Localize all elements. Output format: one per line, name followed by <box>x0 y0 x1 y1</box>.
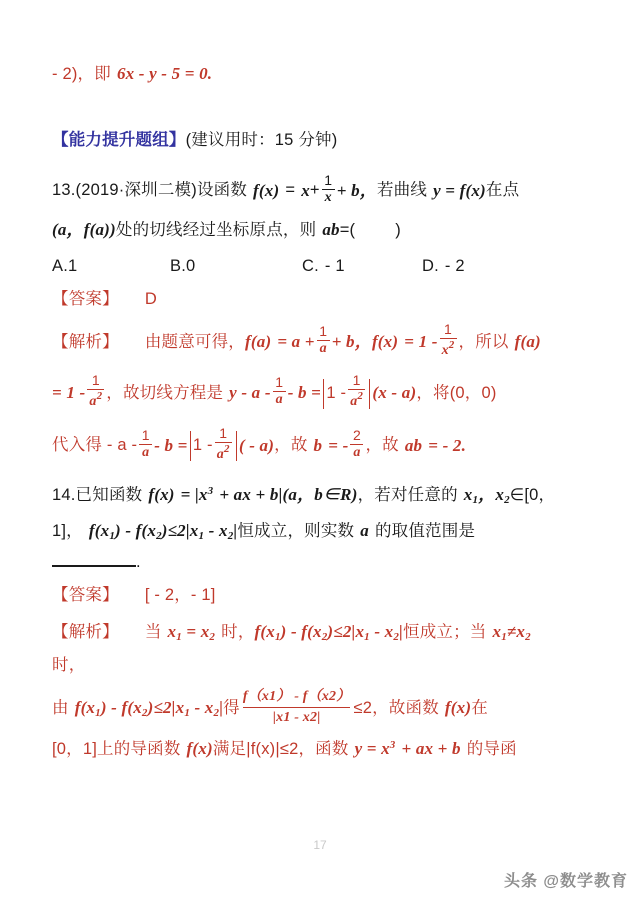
problem-14-stem-b: ，若对任意的 <box>357 485 458 504</box>
problem-14-vars: $x_1$，$x_2$ <box>463 484 510 506</box>
carryover-expression: 6x - y - 5 = 0. <box>116 64 213 83</box>
fraction-denominator: |x1 - x2| <box>272 709 321 725</box>
problem-13-number: 13. <box>52 181 76 200</box>
problem-13-answer <box>52 288 612 312</box>
problem-14-analysis-line-3 <box>52 690 612 727</box>
problem-14-stem-a: 已知函数 <box>75 485 143 504</box>
problem-13-stem-b: 若曲线 <box>376 181 428 200</box>
blank-suffix: . <box>136 552 141 571</box>
option-a-label: A. <box>52 256 68 275</box>
problem-13-plus-b: + b， <box>336 180 377 200</box>
fraction-denominator: $a^2$ <box>216 442 230 462</box>
problem-13-fx: f(x) <box>253 180 280 200</box>
fraction-numerator: 1 <box>219 424 228 441</box>
problem-14-stem-line-2 <box>52 519 612 545</box>
fraction-denominator: $a^2$ <box>89 390 103 410</box>
left-bracket-icon <box>190 431 191 461</box>
problem-14-answer <box>52 584 612 608</box>
problem-14-inequality: $f(x_1) - f(x_2)\le 2|x_1 - x_2|$ <box>88 520 238 542</box>
section-title: 【能力提升题组】 <box>52 130 186 149</box>
answer-tag: 【答案】 <box>52 586 119 605</box>
fraction-denominator: a <box>275 392 283 408</box>
problem-13-stem-d: 处的切线经过坐标原点，则 <box>115 220 317 239</box>
problem-13-stem-line-1 <box>52 171 612 208</box>
analysis-eq-c: = 1 - <box>52 383 86 403</box>
option-b[interactable] <box>170 255 302 279</box>
watermark: 头条 @数学教育 <box>503 873 628 890</box>
analysis-text-i: [0，1]上的导函数 <box>52 739 181 758</box>
right-bracket-icon <box>236 431 237 461</box>
fraction-numerator: 2 <box>352 426 361 443</box>
analysis-fraction-1-over-a-b <box>273 375 286 408</box>
problem-14-domain: (a，b∈R) <box>282 484 358 504</box>
analysis-condition-1: $x_1 = x_2$ <box>167 622 216 644</box>
option-b-label: B. <box>170 256 186 275</box>
problem-14-line2-c: 恒成立，则实数 <box>237 521 355 540</box>
answer-value: [ - 2，- 1] <box>144 586 216 605</box>
option-d-value: - 2 <box>444 256 465 275</box>
analysis-tag: 【解析】 <box>52 332 119 351</box>
option-c[interactable] <box>302 255 422 279</box>
analysis-text-e: 由 <box>52 698 69 717</box>
fraction-numerator: 1 <box>444 321 453 338</box>
analysis-fraction-1-over-x-squared <box>440 322 457 359</box>
analysis-fraction-1-over-a-squared <box>87 373 104 410</box>
analysis-eq-b: = 1 - <box>404 332 438 352</box>
group-text: 1 - <box>192 436 213 455</box>
problem-14-number: 14. <box>52 485 76 504</box>
fraction-numerator: 1 <box>91 372 100 389</box>
option-c-label: C. <box>302 256 319 275</box>
analysis-fx-4: f(x) <box>186 738 213 758</box>
analysis-text-g: ，故函数 <box>372 698 439 717</box>
analysis-minus-b-2: - b = <box>154 435 188 455</box>
problem-13-curve: y = f(x) <box>433 180 486 200</box>
fraction-numerator: 1 <box>324 171 333 188</box>
fraction-denominator: x <box>324 189 332 205</box>
problem-14-analysis-line-1 <box>52 620 612 646</box>
right-bracket-icon <box>369 379 370 409</box>
analysis-difference-quotient <box>243 689 351 726</box>
document-content <box>52 62 612 762</box>
analysis-text-c: ，故切线方程是 <box>106 383 224 402</box>
fraction-numerator: 1 <box>141 426 150 443</box>
group-fraction <box>348 373 365 410</box>
fraction-numerator: 1 <box>352 372 361 389</box>
option-a-value: 1 <box>68 256 78 275</box>
analysis-fraction-1-over-a-2 <box>139 428 152 461</box>
section-heading <box>52 129 612 153</box>
answer-value: D <box>144 290 157 309</box>
analysis-tag: 【解析】 <box>52 623 119 642</box>
problem-13-equals: = <box>285 181 296 200</box>
analysis-text-k: 的导函 <box>466 739 517 758</box>
group-fraction <box>215 426 232 463</box>
analysis-text-f: ，故 <box>365 436 399 455</box>
analysis-fa-2: f(a) <box>514 332 541 352</box>
analysis-fx: f(x) <box>371 332 399 352</box>
analysis-condition-2: $x_1\ne x_2$ <box>492 622 531 644</box>
option-b-value: 0 <box>186 256 196 275</box>
analysis-tangent-lhs: y - a - <box>229 383 271 403</box>
problem-14-blank-line <box>52 551 612 575</box>
analysis-text-h: 在 <box>471 698 488 717</box>
fraction-denominator: a <box>353 444 361 460</box>
carryover-line <box>52 62 612 87</box>
analysis-text-a: 由题意可得， <box>144 332 246 351</box>
problem-14-in-set: ∈[0， <box>509 485 556 504</box>
carryover-text: - 2)，即 <box>52 65 111 83</box>
problem-14-eq: = $|x^3$ <box>180 484 214 504</box>
analysis-group-tail: (x - a) <box>372 383 417 403</box>
analysis-plus-b: + b， <box>331 332 372 352</box>
problem-13-analysis-line-2 <box>52 372 612 412</box>
analysis-text-c: 恒成立；当 <box>403 623 487 642</box>
problem-13-stem-line-2 <box>52 218 612 243</box>
problem-14-analysis-line-4 <box>52 737 612 762</box>
problem-13-choice-close: ) <box>395 220 401 239</box>
analysis-group-tail-2: ( - a) <box>238 435 275 455</box>
analysis-fa: f(a) <box>245 332 272 352</box>
problem-13-choice-open: =( <box>339 220 356 239</box>
analysis-minus-b: - b = <box>287 383 322 403</box>
analysis-text-f: 得 <box>223 698 240 717</box>
problem-13-stem-c: 在点 <box>485 181 520 200</box>
option-a[interactable] <box>52 255 170 279</box>
analysis-text-j: 满足|f(x)|≤2，函数 <box>212 739 349 758</box>
analysis-eq-a: = a + <box>277 332 315 352</box>
problem-14-line2-d: 的取值范围是 <box>374 521 476 540</box>
problem-13-source: (2019·深圳二模) <box>75 181 197 200</box>
analysis-text-a: 当 <box>144 623 162 642</box>
analysis-result: = - 2. <box>428 435 467 455</box>
analysis-substitute-text: 代入得 - a - <box>52 436 138 455</box>
answer-tag: 【答案】 <box>52 290 119 309</box>
analysis-cubic: $y = x^3$ <box>354 738 396 758</box>
problem-13-fraction-1-over-x <box>322 173 335 206</box>
answer-blank[interactable] <box>52 552 136 567</box>
fraction-numerator: f（x1） - f（x2） <box>242 689 351 705</box>
analysis-text-b: 时， <box>221 623 255 642</box>
section-note: (建议用时：15 分钟) <box>185 130 338 149</box>
option-d[interactable] <box>422 255 465 279</box>
analysis-text-d: ，将(0，0) <box>416 383 497 402</box>
analysis-cubic-rest: + ax + b <box>401 738 461 758</box>
analysis-fraction-2-over-a <box>350 428 363 461</box>
analysis-text-d: 时， <box>52 656 86 675</box>
problem-13-analysis-line-3 <box>52 424 612 465</box>
analysis-le-2: ≤2 <box>353 698 373 717</box>
problem-13-options <box>52 255 612 279</box>
option-d-label: D. <box>422 256 439 275</box>
analysis-grouped-expression <box>321 372 372 412</box>
analysis-text-e: ，故 <box>274 436 308 455</box>
problem-14-stem-line-1 <box>52 483 612 509</box>
problem-13-ab: ab <box>322 219 340 239</box>
analysis-fx-3: f(x) <box>444 698 472 718</box>
analysis-inequality-2: $f(x_1) - f(x_2)\le 2|x_1 - x_2|$ <box>74 697 224 719</box>
problem-13-stem-a: 设函数 <box>196 181 248 200</box>
fraction-denominator: a <box>319 341 327 357</box>
problem-13-analysis-line-1 <box>52 321 612 361</box>
problem-14-var-a: a <box>360 520 369 540</box>
fraction-numerator: 1 <box>275 374 284 391</box>
fraction-numerator: 1 <box>319 323 328 340</box>
analysis-b-var: b <box>313 435 323 455</box>
fraction-denominator: $x^2$ <box>441 339 455 359</box>
option-c-value: - 1 <box>324 256 345 275</box>
problem-14-eq-rest: + ax + b| <box>219 484 283 504</box>
analysis-fraction-1-over-a <box>317 324 330 357</box>
fraction-denominator: a <box>142 444 150 460</box>
fraction-denominator: $a^2$ <box>350 390 364 410</box>
analysis-grouped-expression-2 <box>188 424 239 465</box>
group-text: 1 - <box>326 383 347 402</box>
problem-13-x: x <box>301 180 310 200</box>
page-number: 17 <box>313 838 327 852</box>
problem-14-fx: f(x) <box>148 484 175 504</box>
problem-13-point: (a，f(a)) <box>52 219 116 239</box>
analysis-ab: ab <box>404 435 423 455</box>
analysis-text-b: ，所以 <box>458 332 509 351</box>
problem-13-plus: + <box>309 181 320 200</box>
problem-14-analysis-line-2 <box>52 654 612 678</box>
analysis-eq-d: = - <box>328 435 349 455</box>
problem-14-line2-a: 1]， <box>52 521 83 540</box>
analysis-inequality: $f(x_1) - f(x_2)\le 2|x_1 - x_2|$ <box>254 622 403 644</box>
fraction-bar <box>243 707 351 708</box>
left-bracket-icon <box>323 379 324 409</box>
